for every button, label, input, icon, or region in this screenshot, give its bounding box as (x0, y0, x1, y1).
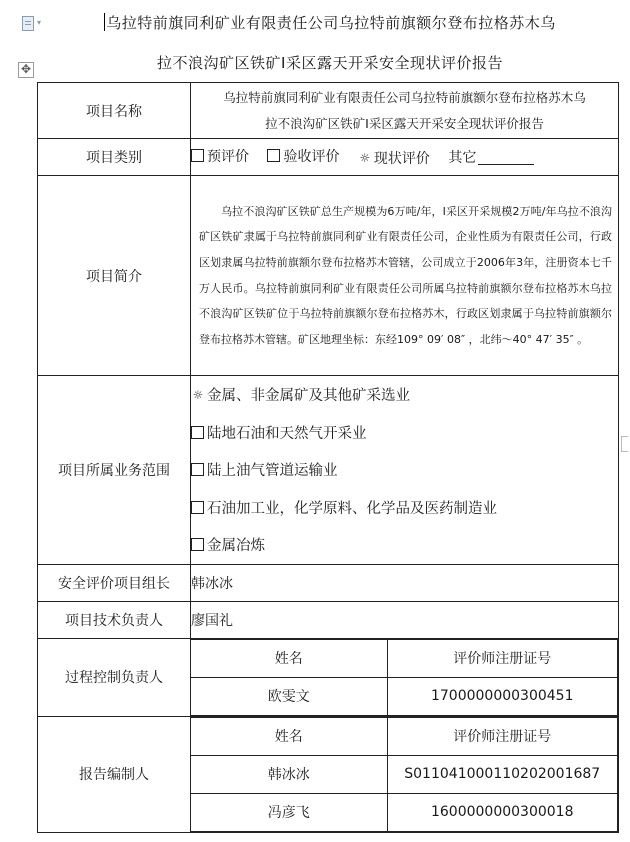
sun-checkbox-icon: ☼ (359, 151, 371, 166)
empty-checkbox-icon (267, 149, 280, 162)
value-technical-lead: 廖国礼 (191, 601, 619, 638)
project-intro-text: 乌拉不浪沟矿区铁矿总生产规模为6万吨/年，Ⅰ采区开采规模2万吨/年乌拉不浪沟矿区铁矿隶属于乌拉特前旗同利矿业有限责任公司，企业性质为有限责任公司，行政区划隶属乌拉特前旗额尔登布拉格苏木管辖，公司成立于2006年3年，注册资本七千万人民币。乌拉特前旗同利矿业有限责任公司所属乌拉特前旗额尔登布拉格苏木乌拉不浪沟矿区铁矿位于乌拉特前旗额尔登布拉格苏木，行政区划隶属于乌拉特前旗额尔登布拉格苏木管辖。矿区地理坐标：东经109° 09′ 08″ ，北纬～40° 47′ 35″ 。 (199, 204, 612, 346)
label-project-category: 项目类别 (38, 139, 191, 176)
project-name-line-1: 乌拉特前旗同利矿业有限责任公司乌拉特前旗额尔登布拉格苏木乌 (223, 89, 586, 105)
header-cert: 评价师注册证号 (387, 717, 618, 755)
label-project-intro: 项目简介 (38, 176, 191, 376)
category-option-pre[interactable]: 预评价 (191, 146, 249, 166)
label-process-control: 过程控制负责人 (38, 638, 191, 716)
table-row (191, 677, 618, 715)
empty-checkbox-icon (191, 426, 204, 439)
scrollbar-marker[interactable] (621, 436, 628, 452)
other-blank-field[interactable] (478, 150, 534, 165)
label-business-scope: 项目所属业务范围 (38, 376, 191, 565)
category-option-other[interactable]: 其它 (448, 147, 534, 167)
scope-item-oil-gas[interactable]: 陆地石油和天然气开采业 (191, 414, 618, 452)
person-name: 韩冰冰 (191, 755, 387, 793)
person-cert: 1700000000300451 (387, 677, 618, 715)
value-team-leader: 韩冰冰 (191, 564, 619, 601)
row-team-leader (38, 564, 619, 601)
project-name-line-2: 拉不浪沟矿区铁矿Ⅰ采区露天开采安全现状评价报告 (265, 115, 544, 131)
person-cert: S011041000110202001687 (387, 755, 618, 793)
empty-checkbox-icon (191, 149, 204, 162)
table-row (191, 793, 618, 831)
empty-checkbox-icon (191, 501, 204, 514)
scope-item-pipeline[interactable]: 陆上油气管道运输业 (191, 451, 618, 489)
header-cert: 评价师注册证号 (387, 639, 618, 677)
table-move-handle-icon[interactable]: ✥ (18, 62, 34, 78)
empty-checkbox-icon (191, 463, 204, 476)
value-project-name (191, 83, 619, 139)
value-project-category (191, 139, 619, 176)
person-name: 欧雯文 (191, 677, 387, 715)
label-technical-lead: 项目技术负责人 (38, 601, 191, 638)
label-report-authors: 报告编制人 (38, 716, 191, 832)
scope-item-smelting[interactable]: 金属冶炼 (191, 526, 618, 564)
subtable-header-row (191, 639, 618, 677)
person-name: 冯彦飞 (191, 793, 387, 831)
label-team-leader: 安全评价项目组长 (38, 564, 191, 601)
subtable-header-row (191, 717, 618, 755)
category-option-acceptance[interactable]: 验收评价 (267, 146, 339, 166)
process-control-subtable (191, 639, 618, 716)
table-row (191, 755, 618, 793)
header-name: 姓名 (191, 639, 387, 677)
report-info-table (37, 82, 619, 833)
category-option-status[interactable]: ☼ 现状评价 (359, 151, 430, 168)
empty-checkbox-icon (191, 538, 204, 551)
person-cert: 1600000000300018 (387, 793, 618, 831)
row-business-scope (38, 376, 619, 565)
label-project-name: 项目名称 (38, 83, 191, 139)
value-project-intro (191, 176, 619, 376)
value-business-scope (191, 376, 619, 565)
scope-item-chemical[interactable]: 石油加工业，化学原料、化学品及医药制造业 (191, 489, 618, 527)
row-report-authors (38, 716, 619, 832)
header-name: 姓名 (191, 717, 387, 755)
page-glyph (22, 16, 34, 31)
value-report-authors (191, 716, 619, 832)
value-process-control (191, 638, 619, 716)
row-project-intro (38, 176, 619, 376)
scope-item-mining[interactable]: ☼ 金属、非金属矿及其他矿采选业 (192, 387, 410, 405)
row-project-category (38, 139, 619, 176)
report-title-line-1: 乌拉特前旗同利矿业有限责任公司乌拉特前旗额尔登布拉格苏木乌 (106, 14, 556, 32)
row-technical-lead (38, 601, 619, 638)
report-title-line-2: 拉不浪沟矿区铁矿Ⅰ采区露天开采安全现状评价报告 (157, 54, 503, 72)
row-process-control (38, 638, 619, 716)
sun-checkbox-icon: ☼ (192, 387, 204, 402)
report-authors-subtable (191, 717, 618, 832)
chevron-down-icon: ▾ (37, 18, 42, 27)
row-project-name (38, 83, 619, 139)
